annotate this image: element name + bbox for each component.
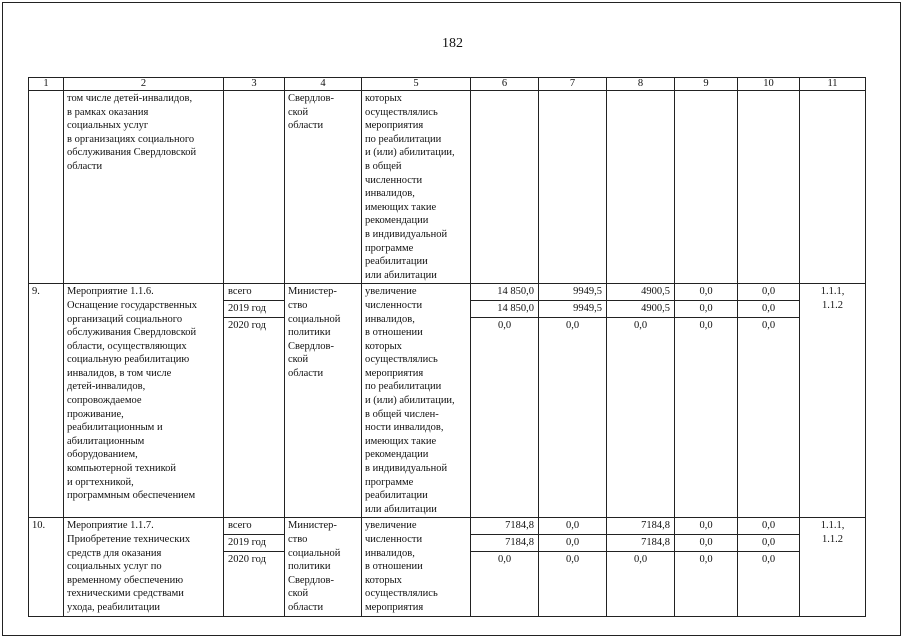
- amount-value: 0,0: [738, 518, 799, 535]
- col6-cell: [471, 91, 539, 284]
- column-number: 8: [607, 78, 675, 91]
- amount-value: 0,0: [699, 320, 713, 332]
- col7-cell: [539, 284, 607, 518]
- col8-cell: [607, 518, 675, 617]
- row-number: [29, 91, 64, 284]
- period-total: всего: [224, 518, 284, 535]
- col10-cell: [738, 518, 800, 617]
- indicator: увеличение численности инвалидов, в отношении которых осуществлялись мероприятия: [362, 518, 471, 617]
- table-row: [29, 91, 866, 284]
- amount-value: 0,0: [761, 554, 776, 566]
- amount-value: 9949,5: [539, 284, 606, 301]
- period-cell: [224, 91, 285, 284]
- col8-cell: [607, 91, 675, 284]
- column-number: 7: [539, 78, 607, 91]
- col9-cell: [675, 91, 738, 284]
- measure-name: Мероприятие 1.1.6. Оснащение государственных организаций социального обслуживания Свердловской области, осуществляющих социальную реабилитацию инвалидов, в том числе детей-инвалидов, сопровождаемое проживание, реабилитационным и абилитационным оборудованием, компьютерной техникой и оргтехникой, программным обеспечением: [64, 284, 224, 518]
- amount-value: 0,0: [675, 535, 737, 552]
- indicator: увеличение численности инвалидов, в отношении которых осуществлялись мероприятия по реабилитации и (или) абилитации, в общей числен- ности инвалидов, имеющих такие рекомендации в индивидуальной программе реабилитации или абилитации: [362, 284, 471, 518]
- amount-value: 0,0: [761, 320, 776, 332]
- amount-value: 7184,8: [471, 518, 538, 535]
- period-cell: [224, 284, 285, 518]
- row-number: 10.: [29, 518, 64, 617]
- executor: Министер- ство социальной политики Свердлов- ской области: [285, 284, 362, 518]
- amount-value: 0,0: [497, 320, 512, 332]
- indicator: которых осуществлялись мероприятия по реабилитации и (или) абилитации, в общей численности инвалидов, имеющих такие рекомендации в индивидуальной программе реабилитации или абилитации: [362, 91, 471, 284]
- amount-value: 7184,8: [471, 535, 538, 552]
- executor: Министер- ство социальной политики Свердлов- ской области: [285, 518, 362, 617]
- column-number: 9: [675, 78, 738, 91]
- period-year: 2020 год: [228, 554, 266, 566]
- table-row: [29, 284, 866, 518]
- col10-cell: [738, 284, 800, 518]
- col8-cell: [607, 284, 675, 518]
- column-number: 11: [800, 78, 866, 91]
- amount-value: 0,0: [539, 518, 606, 535]
- col7-cell: [539, 91, 607, 284]
- amount-value: 4900,5: [607, 284, 674, 301]
- column-number-row: [29, 78, 866, 91]
- period-cell: [224, 518, 285, 617]
- row-number: 9.: [29, 284, 64, 518]
- column-number: 5: [362, 78, 471, 91]
- column-number: 4: [285, 78, 362, 91]
- amount-value: 0,0: [738, 284, 799, 301]
- executor: Свердлов- ской области: [285, 91, 362, 284]
- amount-value: 0,0: [738, 535, 799, 552]
- period-year: 2019 год: [224, 535, 284, 552]
- target-ref: [800, 91, 866, 284]
- page-number: 182: [442, 36, 463, 51]
- col6-cell: [471, 518, 539, 617]
- measure-name: Мероприятие 1.1.7. Приобретение технических средств для оказания социальных услуг по временному обеспечению техническими средствами ухода, реабилитации: [64, 518, 224, 617]
- period-year: 2020 год: [228, 320, 266, 332]
- measure-name: том числе детей-инвалидов, в рамках оказания социальных услуг в организациях социального обслуживания Свердловской области: [64, 91, 224, 284]
- column-number: 2: [64, 78, 224, 91]
- amount-value: 0,0: [565, 320, 580, 332]
- amount-value: 0,0: [565, 554, 580, 566]
- col9-cell: [675, 284, 738, 518]
- amount-value: 0,0: [738, 301, 799, 318]
- column-number: 6: [471, 78, 539, 91]
- amount-value: 14 850,0: [471, 301, 538, 318]
- column-number: 3: [224, 78, 285, 91]
- column-number: 10: [738, 78, 800, 91]
- amount-value: 0,0: [675, 518, 737, 535]
- amount-value: 4900,5: [607, 301, 674, 318]
- amount-value: 9949,5: [539, 301, 606, 318]
- amount-value: 7184,8: [607, 518, 674, 535]
- program-table: [28, 77, 866, 617]
- amount-value: 0,0: [675, 301, 737, 318]
- amount-value: 0,0: [633, 554, 648, 566]
- col6-cell: [471, 284, 539, 518]
- col10-cell: [738, 91, 800, 284]
- col7-cell: [539, 518, 607, 617]
- period-year: 2019 год: [224, 301, 284, 318]
- amount-value: 0,0: [539, 535, 606, 552]
- col9-cell: [675, 518, 738, 617]
- target-ref: 1.1.1, 1.1.2: [800, 518, 866, 617]
- amount-value: 0,0: [675, 284, 737, 301]
- amount-value: 14 850,0: [471, 284, 538, 301]
- target-ref: 1.1.1, 1.1.2: [800, 284, 866, 518]
- column-number: 1: [29, 78, 64, 91]
- amount-value: 0,0: [497, 554, 512, 566]
- table-row: [29, 518, 866, 617]
- amount-value: 7184,8: [607, 535, 674, 552]
- period-total: всего: [224, 284, 284, 301]
- amount-value: 0,0: [633, 320, 648, 332]
- amount-value: 0,0: [699, 554, 713, 566]
